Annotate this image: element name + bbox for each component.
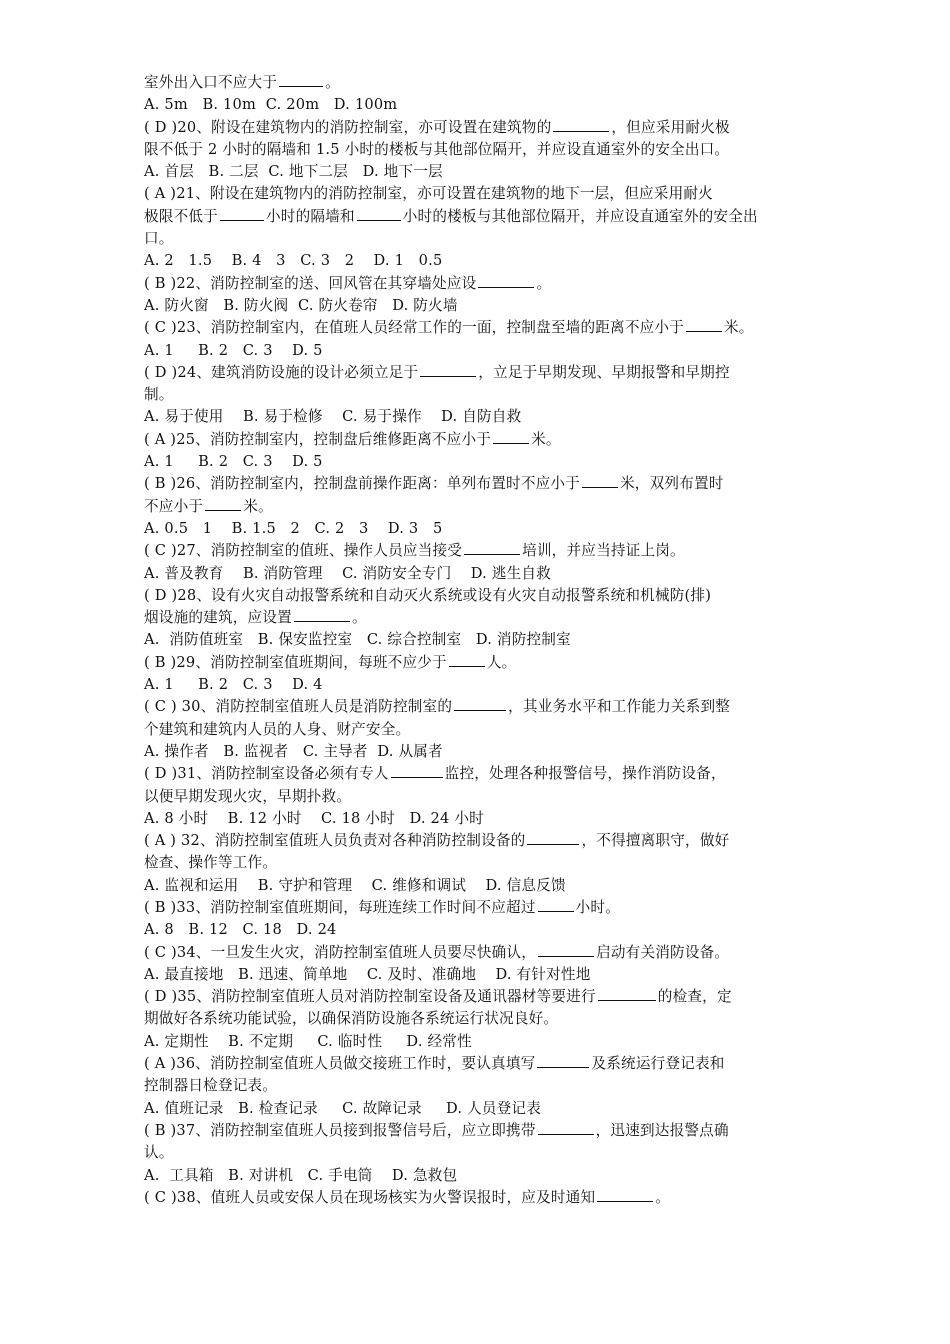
question-line: ( D )31、消防控制室设备必须有专人 监控，处理各种报警信号，操作消防设备，	[144, 765, 726, 783]
text-line: 烟设施的建筑，应设置 。	[144, 609, 367, 627]
answer-blank	[279, 72, 323, 87]
answer-blank	[449, 652, 485, 667]
text-line: 认。	[144, 1144, 174, 1162]
options-line: A. 首层 B. 二层 C. 地下二层 D. 地下一层	[144, 163, 443, 181]
options-line: A. 操作者 B. 监视者 C. 主导者 D. 从属者	[144, 742, 443, 760]
options-line: A. 值班记录 B. 检查记录 C. 故障记录 D. 人员登记表	[144, 1099, 542, 1117]
answer-blank	[357, 206, 401, 221]
options-line: A. 1 B. 2 C. 3 D. 5	[144, 341, 323, 359]
question-line: ( B )33、消防控制室值班期间，每班连续工作时间不应超过 小时。	[144, 898, 621, 916]
answer-blank	[454, 696, 506, 711]
options-line: A. 0.5 1 B. 1.5 2 C. 2 3 D. 3 5	[144, 519, 443, 537]
answer-blank	[420, 362, 476, 377]
options-line: A. 5m B. 10m C. 20m D. 100m	[144, 96, 398, 114]
options-line: A. 消防值班室 B. 保安监控室 C. 综合控制室 D. 消防控制室	[144, 631, 571, 649]
options-line: A. 定期性 B. 不定期 C. 临时性 D. 经常性	[144, 1032, 472, 1050]
question-line: ( B )29、消防控制室值班期间，每班不应少于 人。	[144, 653, 517, 671]
answer-blank	[493, 429, 529, 444]
answer-blank	[597, 1187, 653, 1202]
answer-blank	[527, 830, 579, 845]
question-line: ( B )26、消防控制室内，控制盘前操作距离：单列布置时不应小于 米，双列布置时	[144, 475, 724, 493]
text-line: 不应小于 米。	[144, 497, 273, 515]
answer-blank	[686, 317, 722, 332]
question-list	[144, 72, 812, 1209]
question-line: ( D )20、附设在建筑物内的消防控制室，亦可设置在建筑物的 ，但应采用耐火极	[144, 118, 730, 136]
text-line: 以便早期发现火灾，早期扑救。	[144, 787, 352, 805]
options-line: A. 防火窗 B. 防火阀 C. 防火卷帘 D. 防火墙	[144, 296, 458, 314]
question-line: ( C )27、消防控制室的值班、操作人员应当接受 培训，并应当持证上岗。	[144, 542, 685, 560]
answer-blank	[220, 206, 264, 221]
answer-blank	[478, 273, 534, 288]
question-line: ( D )28、设有火灾自动报警系统和自动灭火系统或设有火灾自动报警系统和机械防(排)	[144, 586, 712, 604]
options-line: A. 工具箱 B. 对讲机 C. 手电筒 D. 急救包	[144, 1166, 458, 1184]
text-line: 制。	[144, 386, 174, 404]
answer-blank	[538, 1120, 594, 1135]
question-line: ( D )24、建筑消防设施的设计必须立足于 ，立足于早期发现、早期报警和早期控	[144, 363, 730, 381]
answer-blank	[391, 763, 443, 778]
answer-blank	[537, 1053, 589, 1068]
question-line: ( C ) 30、消防控制室值班人员是消防控制室的 ，其业务水平和工作能力关系到整	[144, 698, 731, 716]
options-line: A. 监视和运用 B. 守护和管理 C. 维修和调试 D. 信息反馈	[144, 876, 566, 894]
answer-blank	[598, 986, 656, 1001]
answer-blank	[538, 897, 574, 912]
answer-blank	[205, 496, 241, 511]
options-line: A. 最直接地 B. 迅速、简单地 C. 及时、准确地 D. 有针对性地	[144, 965, 591, 983]
text-line: 个建筑和建筑内人员的人身、财产安全。	[144, 720, 411, 738]
text-line: 室外出入口不应大于 。	[144, 74, 340, 91]
answer-blank	[294, 607, 350, 622]
question-line: ( A )25、消防控制室内，控制盘后维修距离不应小于 米。	[144, 430, 561, 448]
options-line: A. 1 B. 2 C. 3 D. 5	[144, 453, 323, 471]
options-line: A. 1 B. 2 C. 3 D. 4	[144, 676, 323, 694]
answer-blank	[582, 473, 618, 488]
answer-blank	[538, 942, 594, 957]
answer-blank	[553, 117, 609, 132]
question-line: ( B )22、消防控制室的送、回风管在其穿墙处应设 。	[144, 274, 552, 292]
text-line: 限不低于 2 小时的隔墙和 1.5 小时的楼板与其他部位隔开，并应设直通室外的安全出口。	[144, 140, 730, 158]
text-line: 检查、操作等工作。	[144, 854, 278, 872]
text-line: 极限不低于 小时的隔墙和 小时的楼板与其他部位隔开，并应设直通室外的安全出	[144, 207, 758, 225]
question-line: ( C )34、一旦发生火灾，消防控制室值班人员要尽快确认， 启动有关消防设备。	[144, 943, 730, 961]
question-line: ( A )21、附设在建筑物内的消防控制室，亦可设置在建筑物的地下一层，但应采用耐火	[144, 185, 713, 203]
options-line: A. 2 1.5 B. 4 3 C. 3 2 D. 1 0.5	[144, 252, 443, 270]
question-line: ( C )23、消防控制室内，在值班人员经常工作的一面，控制盘至墙的距离不应小于 米。	[144, 319, 754, 337]
options-line: A. 8 小时 B. 12 小时 C. 18 小时 D. 24 小时	[144, 809, 484, 827]
text-line: 期做好各系统功能试验，以确保消防设施各系统运行状况良好。	[144, 1010, 559, 1028]
question-line: ( C )38、值班人员或安保人员在现场核实为火警误报时，应及时通知 。	[144, 1188, 671, 1206]
options-line: A. 易于使用 B. 易于检修 C. 易于操作 D. 自防自救	[144, 408, 522, 426]
question-line: ( A )36、消防控制室值班人员做交接班工作时，要认真填写 及系统运行登记表和	[144, 1055, 725, 1073]
question-line: ( D )35、消防控制室值班人员对消防控制室设备及通讯器材等要进行 的检查，定	[144, 988, 732, 1006]
options-line: A. 8 B. 12 C. 18 D. 24	[144, 921, 337, 939]
text-line: 控制器日检登记表。	[144, 1077, 278, 1095]
question-line: ( B )37、消防控制室值班人员接到报警信号后，应立即携带 ，迅速到达报警点确	[144, 1121, 729, 1139]
answer-blank	[464, 540, 520, 555]
question-line: ( A ) 32、消防控制室值班人员负责对各种消防控制设备的 ，不得擅离职守，做好	[144, 832, 730, 850]
text-line: 口。	[144, 230, 174, 248]
options-line: A. 普及教育 B. 消防管理 C. 消防安全专门 D. 逃生自救	[144, 564, 551, 582]
